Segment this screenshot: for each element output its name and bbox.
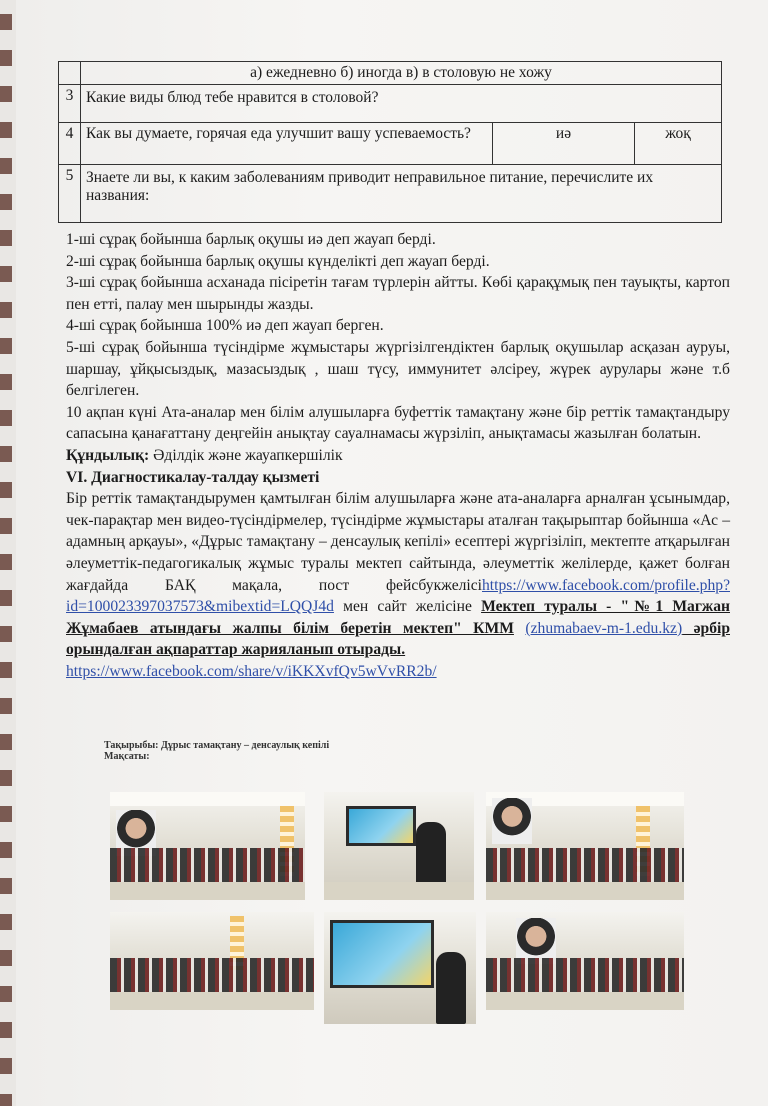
goal-label: Мақсаты: [104,751,150,762]
values-line [66,445,730,467]
facebook-profile-link[interactable]: https://www.facebook.com/profile.php?id=100023397037573&mibextid=LQQJ4d [66,576,730,616]
school-site-link[interactable]: (zhumabaev-m-1.edu.kz) [525,619,683,637]
section-title: VI. Диагностикалау-талдау қызметі [66,468,320,486]
event-photo [486,792,684,900]
table-row [59,62,722,85]
school-name: Мектеп туралы - "№1 Магжан Жұмабаев атындағы жалпы білім беретін мектеп" КММ [66,598,730,637]
paragraph-text: мен сайт желісіне [333,598,482,616]
values-text: Әділдік және жауапкершілік [149,446,343,464]
facebook-share-link[interactable]: https://www.facebook.com/share/v/iKKXvfQv5wVvRR2b/ [66,662,437,680]
event-photo [324,792,474,900]
paragraph [66,488,730,661]
paragraph: 4-ші сұрақ бойынша 100% иә деп жауап берген. [66,317,384,335]
values-label: Құндылық: [66,446,150,464]
document-page [16,0,768,1106]
event-photo [110,912,314,1010]
topic-label: Тақырыбы: [104,740,159,751]
paragraph: 10 ақпан күні Ата-аналар мен білім алушыларға буфеттік тамақтану және бір реттік тамақтандыру сапасына қанағаттану деңгейін анықтау сауалнамасы жүрзіліп, анықтамасы жазылған болатын. [66,403,730,443]
paragraph-text: әрбір орындалған ақпараттар жарияланып отырады. [66,619,730,659]
paragraph: 3-ші сұрақ бойынша асханада пісіретін тағам түрлерін айтты. Көбі қарақұмық пен тауықты, картоп пен етті, палау мен шырынды жазды. [66,274,730,313]
table-row [59,85,722,123]
answer-options: а) ежедневно б) иногда в) в столовую не хожу [81,62,722,85]
answer-yes: иә [493,123,635,165]
question-text: Какие виды блюд тебе нравится в столовой? [81,85,722,123]
answer-no: жоқ [635,123,722,165]
question-text: Знаете ли вы, к каким заболеваниям приводит неправильное питание, перечислите их названия: [81,165,722,223]
topic-text: Дұрыс тамақтану – денсаулық кепілі [161,740,330,751]
photo-collage-caption [100,740,706,762]
paragraph: 2-ші сұрақ бойынша барлық оқушы күнделікті деп жауап берді. [66,252,490,270]
event-photo [486,912,684,1010]
row-number: 4 [59,123,81,165]
paragraph: 1-ші сұрақ бойынша барлық оқушы иә деп жауап берді. [66,231,436,248]
table-row [59,123,722,165]
table-row [59,165,722,223]
report-body [66,229,730,682]
row-number: 3 [59,85,81,123]
link-line [66,661,730,683]
spiral-binding [0,0,12,1106]
question-text: Как вы думаете, горячая еда улучшит вашу успеваемость? [81,123,493,165]
event-photo [324,912,476,1024]
event-photo [110,792,305,900]
row-number [59,62,81,85]
survey-table [58,61,722,223]
paragraph-text: Бір реттік тамақтандырумен қамтылған білім алушыларға және ата-аналарға арналған ұсынымдар, чек-парақтар мен видео-түсіндірмелер, түсіндірме жұмыстары аталған тақырыптар бойынша «Ас – адамның арқауы», «Дұрыс тамақтану – денсаулық кепілі» есептері жүргізіліп, мектепте атқарылған әлеуметтік-педагогикалық жұмыс туралы мектеп сайтында, әлеуметтік желілерде, қажет болған жағдайда БАҚ мақала, пост фейсбукжелісі [66,490,730,594]
row-number: 5 [59,165,81,223]
paragraph: 5-ші сұрақ бойынша түсіндірме жұмыстары жүргізілгендіктен барлық оқушылар асқазан ауруы, шаршау, ұйқысыздық, мазасыздық , шаш түсу, иммунитет әлсіреу, жүрек аурулары және т.б белгілеген. [66,338,730,400]
photo-grid [110,792,684,1036]
photo-collage [100,740,706,1036]
